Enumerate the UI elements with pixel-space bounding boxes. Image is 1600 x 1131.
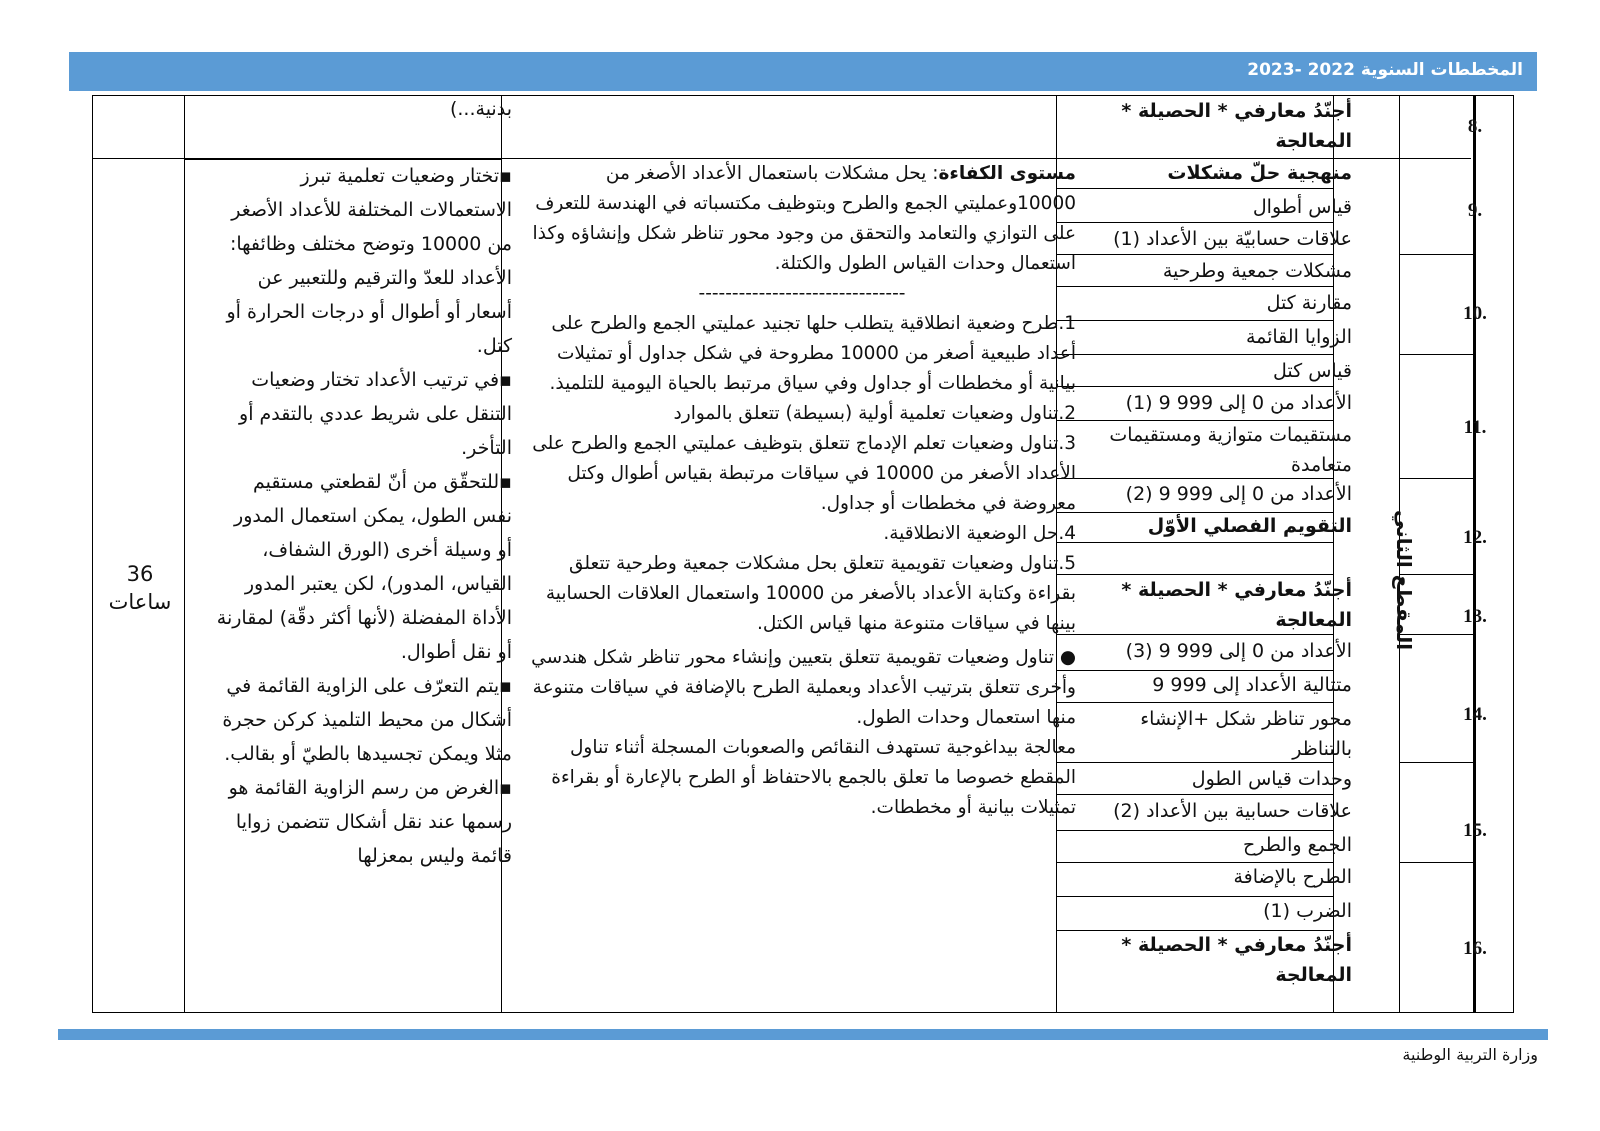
topic-cell: علاقات حسابية بين الأعداد (2) <box>1113 800 1352 822</box>
note-item: ▪في ترتيب الأعداد تختار وضعيات التنقل على شريط عددي بالتقدم أو التأخر. <box>239 369 512 459</box>
week-number: 14. <box>1463 704 1487 725</box>
topic-cell: التقويم الفصلي الأوّل <box>1147 515 1352 537</box>
competence-level-text: : يحل مشكلات باستعمال الأعداد الأصغر من 10000وعمليتي الجمع والطرح وبتوظيف مكتسباته في الهندسة للتعرف على التوازي والتعامد والتحقق من وجود محور تناظر شكل وإنشاؤه وكذا استعمال وحدات القياس الطول والكتلة. <box>532 163 1076 274</box>
topic-cell: الضرب (1) <box>1263 900 1352 922</box>
note-item: ▪للتحقّق من أنّ لقطعتي مستقيم نفس الطول، يمكن استعمال المدور أو وسيلة أخرى (الورق الشفاف، القياس، المدور)، لكن يعتبر المدور الأداة المفضلة (لأنها أكثر دقّة) لمقارنة أو نقل أطوال. <box>216 471 512 663</box>
topic-cell: قياس أطوال <box>1252 196 1352 218</box>
topic-cell: أجنّدُ معارفي * الحصيلة * المعالجة <box>1121 100 1352 152</box>
competence-column <box>528 159 1076 823</box>
top-note: بدنية...) <box>449 98 512 120</box>
competence-item: ● تناول وضعيات تقويمية تتعلق بتعيين وإنشاء محور تناظر شكل هندسي وأخرى تتعلق بترتيب الأعداد وبعملية الطرح بالإضافة في سياقات متنوعة منها استعمال وحدات الطول. <box>531 647 1076 728</box>
topic-cell: متتالية الأعداد إلى 999 9 <box>1152 674 1352 696</box>
topic-cell: مشكلات جمعية وطرحية <box>1162 260 1352 282</box>
hours-value: 36 <box>126 562 154 586</box>
week-number: 15. <box>1463 820 1487 841</box>
row-divider <box>1056 542 1333 543</box>
col-divider <box>1473 96 1476 1012</box>
row-divider <box>1056 188 1333 189</box>
row-divider <box>1056 286 1333 287</box>
week-number: 8. <box>1467 116 1483 137</box>
week-number: 13. <box>1463 606 1487 627</box>
topic-cell: أجنّدُ معارفي * الحصيلة * المعالجة <box>1121 934 1352 986</box>
row-divider <box>1056 222 1333 223</box>
topic-cell: محور تناظر شكل +الإنشاء بالتناظر <box>1140 708 1352 760</box>
week-number: 12. <box>1463 527 1487 548</box>
separator: ------------------------------- <box>698 283 906 304</box>
topic-cell: أجنّدُ معارفي * الحصيلة * المعالجة <box>1121 579 1352 631</box>
header-title: المخططات السنوية 2022 -2023 <box>1247 60 1523 80</box>
competence-item: 2.تناول وضعيات تعلمية أولية (بسيطة) تتعلق بالموارد <box>673 403 1076 424</box>
row-divider <box>1399 762 1473 763</box>
row-divider <box>1056 354 1333 355</box>
row-divider <box>1399 354 1473 355</box>
row-divider <box>1056 702 1333 703</box>
week-number: 9. <box>1467 200 1483 221</box>
row-divider <box>1056 320 1333 321</box>
competence-item: 3.تناول وضعيات تعلم الإدماج تتعلق بتوظيف عمليتي الجمع والطرح على الأعداد الأصغر من 10000 في سياقات مرتبطة بقياس أطوال وكتل معروضة في مخططات أو جداول. <box>532 433 1076 514</box>
row-divider <box>1056 794 1333 795</box>
competence-level-label: مستوى الكفاءة <box>938 163 1076 184</box>
week-number: 16. <box>1463 938 1487 959</box>
row-divider <box>1056 254 1333 255</box>
topic-cell: الزوايا القائمة <box>1245 326 1352 348</box>
note-item: ▪تختار وضعيات تعلمية تبرز الاستعمالات المختلفة للأعداد الأصغر من 10000 وتوضح مختلف وظائفها: الأعداد للعدّ والترقيم وللتعبير عن أسعار أو أطوال أو درجات الحرارة أو كتل. <box>226 165 512 357</box>
row-divider <box>1399 862 1473 863</box>
topic-cell: منهجية حلّ مشكلات <box>1167 162 1352 184</box>
topic-cell: الأعداد من 0 إلى 999 9 (2) <box>1125 483 1352 505</box>
week-number: 10. <box>1463 303 1487 324</box>
note-item: ▪يتم التعرّف على الزاوية القائمة في أشكال من محيط التلميذ كركن حجرة مثلا ويمكن تجسيدها بالطيّ أو بقالب. <box>222 675 512 765</box>
hours-unit: ساعات <box>108 590 172 614</box>
footer-ministry: وزارة التربية الوطنية <box>1402 1045 1538 1064</box>
competence-item: 5.تناول وضعيات تقويمية تتعلق بحل مشكلات جمعية وطرحية تتعلق بقراءة وكتابة الأعداد بالأصغر من 10000 واستعمال العلاقات الحسابية بينها في سياقات متنوعة منها قياس الكتل. <box>545 553 1076 634</box>
col-divider <box>184 96 185 1012</box>
notes-column <box>215 159 512 873</box>
topic-cell: قياس كتل <box>1272 360 1352 382</box>
competence-item: 4.حل الوضعية الانطلاقية. <box>883 523 1076 544</box>
row-divider <box>1056 386 1333 387</box>
competence-item: 1.طرح وضعية انطلاقية يتطلب حلها تجنيد عمليتي الجمع والطرح على أعداد طبيعية أصغر من 10000 مطروحة في شكل جداول أو تمثيلات بيانية أو مخططات أو جداول وفي سياق مرتبط بالحياة اليومية للتلميذ. <box>549 313 1076 394</box>
competence-item: معالجة بيداغوجية تستهدف النقائص والصعوبات المسجلة أثناء تناول المقطع خصوصا ما تعلق بالجمع بالاحتفاظ أو الطرح بالإعارة أو بقراءة تمثيلات بيانية أو مخططات. <box>551 737 1076 818</box>
topic-cell: الطرح بالإضافة <box>1233 866 1352 888</box>
topic-cell: الأعداد من 0 إلى 999 9 (3) <box>1125 640 1352 662</box>
note-item: ▪الغرض من رسم الزاوية القائمة هو رسمها عند نقل أشكال تتضمن زوايا قائمة وليس بمعزلها <box>228 777 512 867</box>
row-divider <box>1399 254 1473 255</box>
hours-cell <box>97 560 183 616</box>
topic-cell: الجمع والطرح <box>1242 834 1352 856</box>
week-number: 11. <box>1463 417 1487 438</box>
topic-cell: وحدات قياس الطول <box>1191 768 1352 790</box>
header-bar <box>69 52 1537 91</box>
topic-cell: مقارنة كتل <box>1266 292 1352 314</box>
topic-cell: مستقيمات متوازية ومستقيمات متعامدة <box>1109 424 1352 476</box>
segment-label: المقطع الثاني <box>1392 509 1416 651</box>
topic-cell: علاقات حسابيّة بين الأعداد (1) <box>1113 228 1352 250</box>
footer-bar <box>58 1029 1548 1040</box>
topic-cell: الأعداد من 0 إلى 999 9 (1) <box>1125 392 1352 414</box>
